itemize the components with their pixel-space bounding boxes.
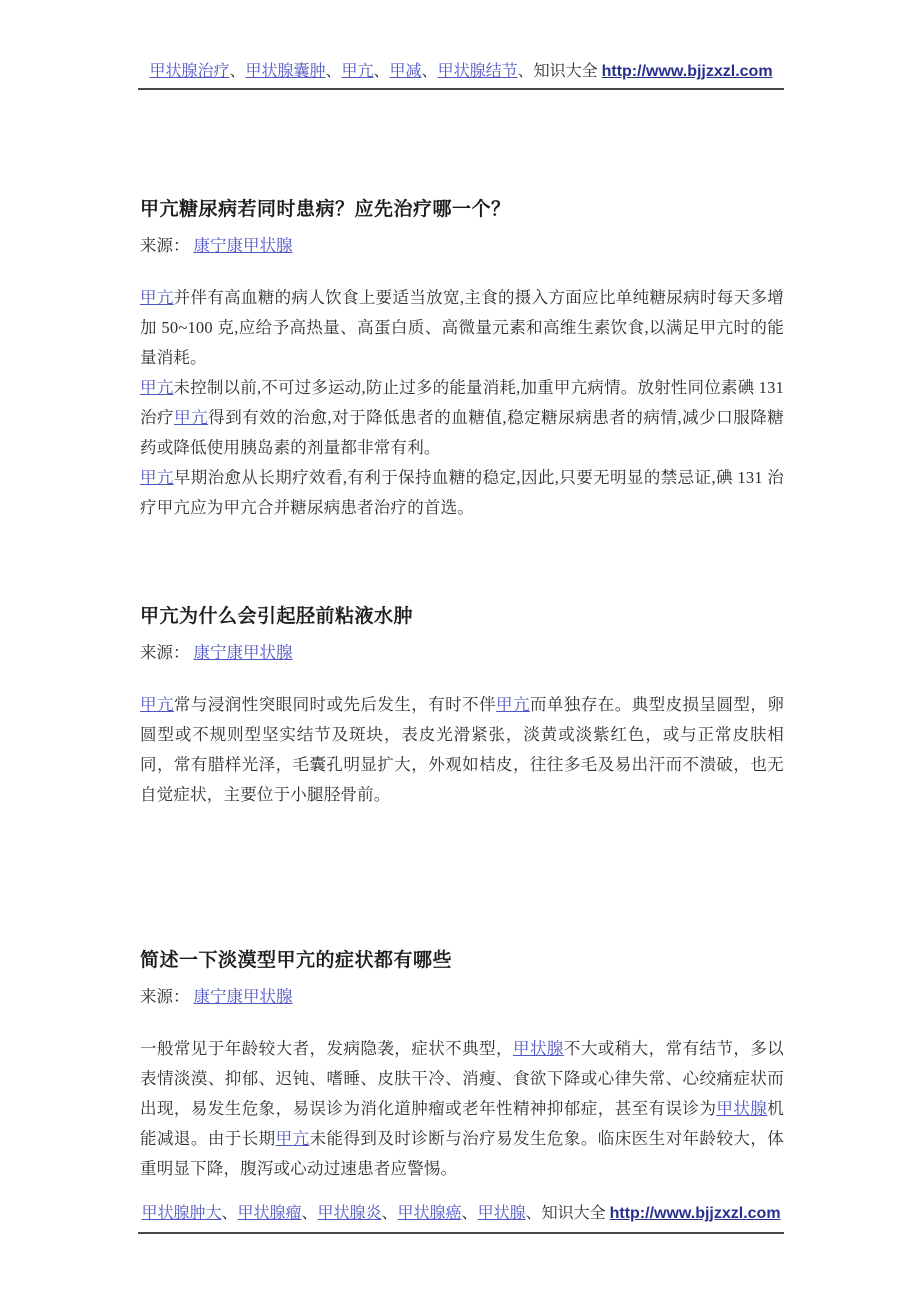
source-line	[140, 233, 784, 259]
keyword-link[interactable]: 甲状腺肿大	[141, 1205, 222, 1222]
article-section-3	[140, 948, 784, 1184]
article-section-2	[140, 604, 784, 810]
body-paragraph	[140, 1034, 784, 1184]
source-label: 来源：	[140, 643, 190, 662]
text-run: 、知识大全	[525, 1205, 610, 1222]
site-url-link[interactable]: http://www.bjjzxzl.com	[609, 1205, 781, 1222]
source-label: 来源：	[140, 987, 190, 1006]
keyword-link[interactable]: 甲状腺治疗	[149, 63, 230, 80]
source-link[interactable]: 康宁康甲状腺	[193, 643, 293, 662]
text-run: 、	[325, 63, 342, 80]
text-run: 一般常见于年龄较大者，发病隐袭，症状不典型，	[140, 1039, 513, 1058]
keyword-link[interactable]: 甲亢	[140, 288, 174, 307]
text-run: 、	[301, 1205, 318, 1222]
keyword-link[interactable]: 甲亢	[140, 695, 174, 714]
source-link[interactable]: 康宁康甲状腺	[193, 236, 293, 255]
footer-nav-links	[141, 1205, 780, 1222]
text-run: 、	[221, 1205, 238, 1222]
header-nav-links	[149, 63, 772, 80]
article-title: 甲亢糖尿病若同时患病？应先治疗哪一个？	[140, 199, 511, 220]
article-body	[140, 690, 784, 810]
page-header	[138, 62, 784, 90]
body-paragraph	[140, 463, 784, 523]
body-paragraph	[140, 373, 784, 463]
source-line	[140, 640, 784, 666]
text-run: 、	[373, 63, 390, 80]
source-label: 来源：	[140, 236, 190, 255]
text-run: 机能减退。由于长期	[140, 1099, 784, 1148]
keyword-link[interactable]: 甲状腺癌	[397, 1205, 462, 1222]
keyword-link[interactable]: 甲亢	[140, 378, 174, 397]
article-title: 甲亢为什么会引起胫前粘液水肿	[140, 606, 414, 627]
keyword-link[interactable]: 甲亢	[174, 408, 209, 427]
text-run: 而单独存在。典型皮损呈圆型，卵圆型或不规则型坚实结节及斑块，表皮光滑紧张，淡黄或淡紫红色，或与正常皮肤相同，常有腊样光泽，毛囊孔明显扩大，外观如桔皮，往往多毛及易出汗而不溃破，也无自觉症状，主要位于小腿胫骨前。	[140, 695, 785, 804]
keyword-link[interactable]: 甲状腺	[716, 1099, 768, 1118]
keyword-link[interactable]: 甲状腺瘤	[237, 1205, 302, 1222]
article-section-1	[140, 197, 784, 523]
article-body	[140, 283, 784, 523]
keyword-link[interactable]: 甲亢	[140, 468, 174, 487]
keyword-link[interactable]: 甲状腺炎	[317, 1205, 382, 1222]
article-title: 简述一下淡漠型甲亢的症状都有哪些	[140, 950, 453, 971]
keyword-link[interactable]: 甲状腺	[477, 1205, 526, 1222]
keyword-link[interactable]: 甲状腺结节	[437, 63, 518, 80]
text-run: 常与浸润性突眼同时或先后发生，有时不伴	[173, 695, 497, 714]
text-run: 未控制以前,不可过多运动,防止过多的能量消耗,加重甲亢病情。放射性同位素碘 131 治疗	[140, 378, 785, 427]
keyword-link[interactable]: 甲状腺	[512, 1039, 564, 1058]
text-run: 早期治愈从长期疗效看,有利于保持血糖的稳定,因此,只要无明显的禁忌证,碘 131 治疗甲亢应为甲亢合并糖尿病患者治疗的首选。	[140, 468, 784, 517]
text-run: 并伴有高血糖的病人饮食上要适当放宽,主食的摄入方面应比单纯糖尿病时每天多增加 50~100 克,应给予高热量、高蛋白质、高微量元素和高维生素饮食,以满足甲亢时的能量消耗。	[140, 288, 784, 367]
site-url-link[interactable]: http://www.bjjzxzl.com	[601, 63, 773, 80]
text-run: 未能得到及时诊断与治疗易发生危象。临床医生对年龄较大，体重明显下降，腹泻或心动过速患者应警惕。	[140, 1129, 785, 1178]
article-body	[140, 1034, 784, 1184]
text-run: 、	[381, 1205, 398, 1222]
text-run: 不大或稍大，常有结节，多以表情淡漠、抑郁、迟钝、嗜睡、皮肤干冷、消瘦、食欲下降或心律失常、心绞痛症状而出现，易发生危象，易误诊为消化道肿瘤或老年性精神抑郁症，甚至有误诊为	[140, 1039, 785, 1118]
keyword-link[interactable]: 甲亢	[341, 63, 374, 80]
keyword-link[interactable]: 甲亢	[275, 1129, 310, 1148]
source-line	[140, 984, 784, 1010]
text-run: 、	[421, 63, 438, 80]
keyword-link[interactable]: 甲亢	[496, 695, 530, 714]
body-paragraph	[140, 283, 784, 373]
text-run: 得到有效的治愈,对于降低患者的血糖值,稳定糖尿病患者的病情,减少口服降糖药或降低使用胰岛素的剂量都非常有利。	[140, 408, 784, 457]
text-run: 、	[461, 1205, 478, 1222]
source-link[interactable]: 康宁康甲状腺	[193, 987, 293, 1006]
body-paragraph	[140, 690, 784, 810]
keyword-link[interactable]: 甲减	[389, 63, 422, 80]
text-run: 、	[229, 63, 246, 80]
text-run: 、知识大全	[517, 63, 602, 80]
keyword-link[interactable]: 甲状腺囊肿	[245, 63, 326, 80]
page-footer	[138, 1204, 784, 1234]
